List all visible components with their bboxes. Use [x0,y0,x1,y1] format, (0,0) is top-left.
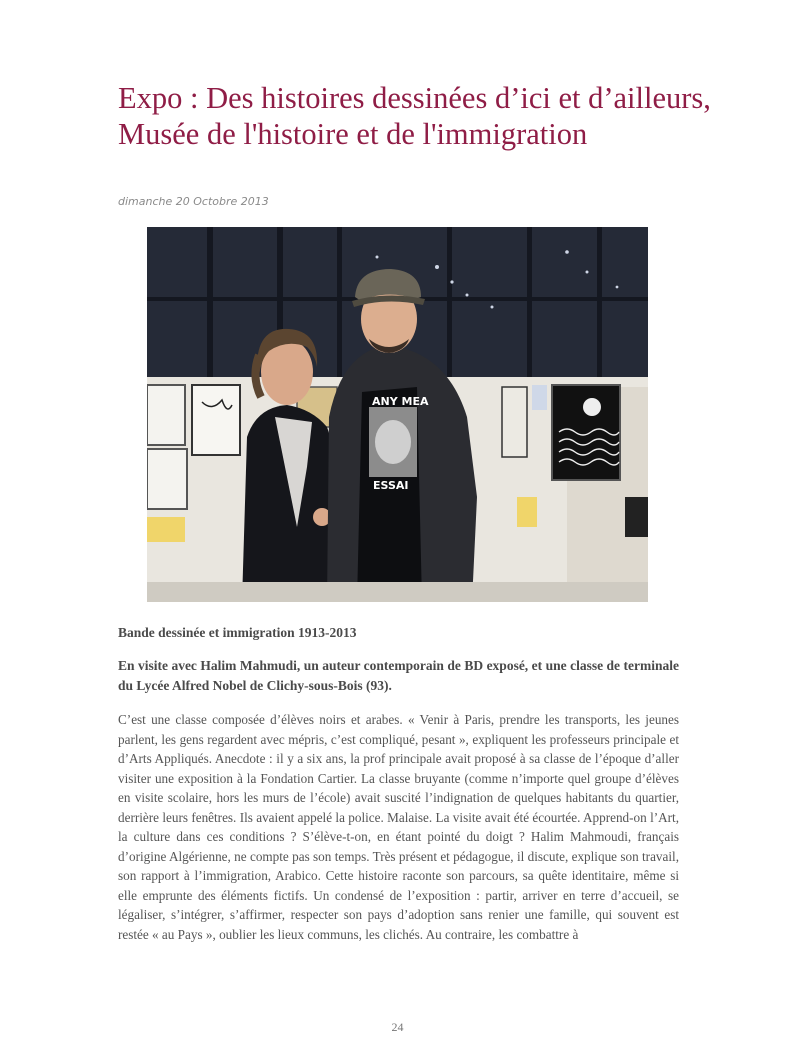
intro-paragraph: En visite avec Halim Mahmudi, un auteur contemporain de BD exposé, et une classe de terminale du Lycée Alfred Nobel de Clichy-sous-Bois (93). [118,658,679,693]
page-number: 24 [391,1020,404,1034]
article-title: Expo : Des histoires dessinées d’ici et d’ailleurs, Musée de l'histoire et de l'immigration [118,81,711,151]
subheading: Bande dessinée et immigration 1913-2013 [118,625,357,640]
body-paragraph: C’est une classe composée d’élèves noirs et arabes. « Venir à Paris, prendre les transports, les jeunes parlent, les gens regardent avec mépris, c’est compliqué, pesant », expliquent les professeurs principale et d’Arts Appliqués. Anecdote : il y a six ans, la prof principale avait proposé à sa classe de l’époque d’aller visiter une exposition à la Fondation Cartier. La classe bruyante (comme n’importe quel groupe d’élèves en visite scolaire, hors les murs de l’école) avait suscité l’indignation de quelques habitants du quartier, derrière leurs fenêtres. Ils avaient appelé la police. Malaise. La visite avait été écourtée. Apprend-on l’Art, la culture dans ces conditions ? S’élève-t-on, en étant pointé du doigt ? Halim Mahmoudi, français d’origine Algérienne, ne compte pas son temps. Très présent et pédagogue, il discute, explique son travail, son rapport à l’immigration, Arabico. Cette histoire raconte son parcours, sa quête identitaire, même si elle emprunte des éléments fictifs. Un condensé de l’exposition : partir, arriver en terre d’accueil, se légaliser, s’intégrer, s’affirmer, respecter son pays d’adoption sans renier une famille, qui souvent est restée « au Pays », oublier les lieux communs, les clichés. Au contraire, les combattre à [118,712,679,942]
shirt-text-bottom: ESSAI [373,479,409,492]
shirt-text-top: ANY MEA [372,395,429,408]
article-date: dimanche 20 Octobre 2013 [118,195,269,208]
article-photo [147,227,648,602]
